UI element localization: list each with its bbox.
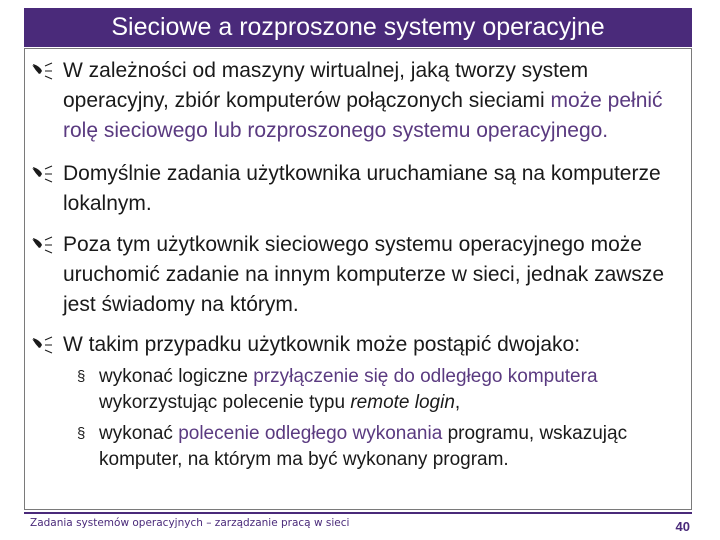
slide-title: Sieciowe a rozproszone systemy operacyjne xyxy=(24,8,692,47)
sub-text-part: wykonać logiczne xyxy=(99,366,254,387)
pencil-with-lines-icon xyxy=(30,62,56,82)
sub-text-part: programu, wskazując komputer, na którym ma być wykonany program. xyxy=(99,423,628,470)
footer-text: Zadania systemów operacyjnych – zarządzanie pracą w sieci xyxy=(30,517,350,529)
bullet-text-part: W zależności od maszyny wirtualnej, jaką tworzy system operacyjny, zbiór komputerów połączonych sieciami xyxy=(63,59,589,112)
sub-text-part-highlight: polecenie odległego wykonania xyxy=(178,423,443,444)
bullet-text: Domyślnie zadania użytkownika uruchamiane są na komputerze lokalnym. xyxy=(63,162,661,215)
square-bullet-icon: § xyxy=(77,425,86,442)
bullet-item xyxy=(28,330,688,473)
bullet-text-part-highlight: może pełnić rolę sieciowego lub rozproszonego systemu operacyjnego. xyxy=(63,89,663,142)
bullet-item xyxy=(28,159,688,219)
footer-divider xyxy=(24,512,692,514)
bullet-item xyxy=(28,56,688,146)
square-bullet-icon: § xyxy=(77,368,86,385)
pencil-with-lines-icon xyxy=(30,336,56,356)
bullet-list xyxy=(28,56,688,478)
bullet-item xyxy=(28,230,688,320)
pencil-with-lines-icon xyxy=(30,165,56,185)
sub-text-part: wykonać xyxy=(99,423,179,444)
page-number: 40 xyxy=(675,519,690,534)
bullet-text: Poza tym użytkownik sieciowego systemu operacyjnego może uruchomić zadanie na innym komputerze w sieci, jednak zawsze jest świadomy na którym. xyxy=(63,233,665,316)
sub-text-part: wykorzystując polecenie typu xyxy=(99,392,351,413)
pencil-with-lines-icon xyxy=(30,236,56,256)
sub-bullet-item xyxy=(63,421,688,473)
sub-text-part: , xyxy=(454,392,461,413)
sub-text-part-highlight: przyłączenie się do odległego komputera xyxy=(253,366,598,387)
sub-bullet-item xyxy=(63,364,688,416)
sub-bullet-list xyxy=(63,364,688,473)
sub-text-part-italic: remote login xyxy=(350,392,455,413)
bullet-text: W takim przypadku użytkownik może postąpić dwojako: xyxy=(63,333,581,356)
